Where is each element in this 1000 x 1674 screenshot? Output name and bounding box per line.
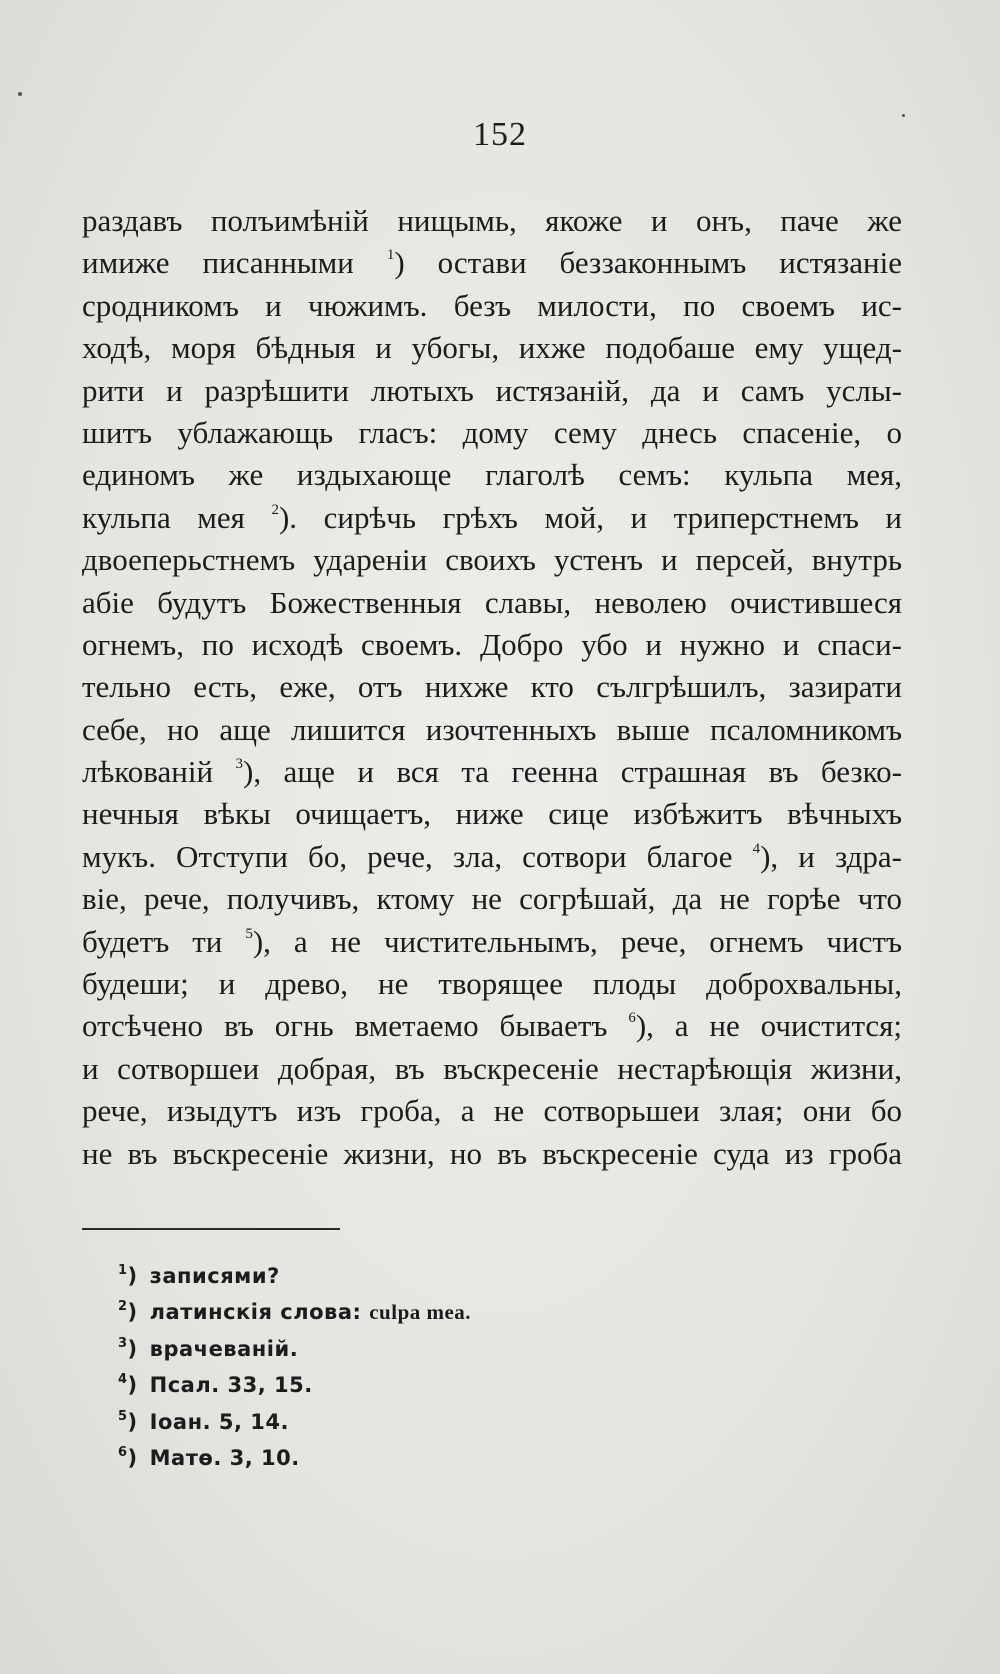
- text-line: [82, 370, 902, 412]
- footnote-number: 4: [118, 1372, 128, 1388]
- footnote-rule: [82, 1228, 340, 1230]
- text-segment: ходѣ, моря бѣдныя и убогы, ихже подобаше ему ущед-: [82, 330, 902, 366]
- paper-speck: [18, 92, 22, 96]
- footnote-text: записями?: [149, 1264, 280, 1288]
- text-segment: шитъ ублажающь гласъ: дому сему днесь спасеніе, о: [82, 414, 902, 450]
- text-segment: единомъ же издыхающе глаголѣ семъ: кульпа мея,: [82, 457, 902, 493]
- footnote-reference: 4: [752, 840, 761, 857]
- text-segment: отсѣчено въ огнь вметаемо бываетъ: [82, 1008, 629, 1044]
- text-segment: ), а не чистительнымъ, рече, огнемъ чистъ: [252, 923, 902, 959]
- text-segment: лѣкованій: [82, 754, 236, 790]
- text-line: [82, 454, 902, 496]
- text-segment: имиже писанными: [82, 245, 387, 281]
- page-number: 152: [473, 116, 527, 153]
- footnote-reference: 3: [235, 756, 244, 773]
- text-segment: кульпа мея: [82, 499, 272, 535]
- text-segment: будетъ ти: [82, 923, 246, 959]
- footnote-number: 1: [118, 1263, 128, 1278]
- text-segment: сродникомъ и чюжимъ. безъ милости, по своемъ ис-: [82, 287, 902, 323]
- text-line: [82, 200, 902, 242]
- footnote-text: врачеваній.: [149, 1336, 299, 1361]
- text-line: [82, 412, 902, 454]
- paper-speck: [902, 114, 905, 117]
- text-line: [82, 327, 902, 369]
- text-segment: ), аще и вся та геенна страшная въ безко-: [243, 754, 902, 790]
- text-line: [82, 1133, 902, 1175]
- text-line: [82, 963, 902, 1005]
- footnote: [118, 1258, 718, 1294]
- text-segment: віе, рече, получивъ, ктому не согрѣшай, да не горѣе что: [82, 881, 902, 917]
- text-line: [82, 709, 902, 751]
- footnote-text: Іоан. 5, 14.: [149, 1409, 289, 1434]
- text-segment: раздавъ полъимѣній нищымь, якоже и онъ, паче же: [82, 203, 902, 238]
- footnotes: [118, 1258, 718, 1476]
- footnote: [118, 1440, 718, 1476]
- text-segment: будеши; и древо, не творящее плоды доброхвальны,: [82, 966, 902, 1002]
- footnote: [118, 1367, 718, 1403]
- text-segment: ). сирѣчь грѣхъ мой, и триперстнемъ и: [278, 499, 902, 535]
- text-segment: мукъ. Отступи бо, рече, зла, сотвори благое: [82, 838, 753, 874]
- text-segment: тельно есть, еже, отъ нихже кто сългрѣшилъ, зазирати: [82, 669, 902, 705]
- footnote-number: 5: [118, 1408, 128, 1424]
- text-segment: ), и здра-: [760, 838, 902, 874]
- footnote-paren: ): [127, 1336, 138, 1361]
- text-line: [82, 1090, 902, 1132]
- text-segment: нечныя вѣкы очищаетъ, ниже сице избѣжитъ вѣчныхъ: [82, 796, 902, 832]
- text-segment: ), а не очистится;: [635, 1008, 902, 1044]
- text-line: [82, 793, 902, 835]
- footnote-text: Псал. 33, 15.: [149, 1373, 313, 1398]
- footnote-reference: 1: [386, 247, 395, 264]
- footnote-paren: ): [127, 1445, 138, 1470]
- footnote-reference: 2: [271, 501, 279, 518]
- footnote-text: латинскія слова:: [149, 1300, 370, 1325]
- footnote-paren: ): [127, 1264, 138, 1288]
- text-line: [82, 539, 902, 581]
- footnote-reference: 6: [628, 1010, 636, 1027]
- text-line: [82, 497, 902, 539]
- text-line: [82, 666, 902, 708]
- text-segment: не въ въскресеніе жизни, но въ въскресеніе суда из гроба: [82, 1135, 902, 1171]
- text-line: [82, 1048, 902, 1090]
- text-segment: ) остави беззаконнымъ истязаніе: [394, 245, 902, 281]
- footnote: [118, 1294, 718, 1330]
- text-line: [82, 285, 902, 327]
- footnote-paren: ): [127, 1300, 138, 1325]
- text-segment: двоеперьстнемъ удареніи своихъ устенъ и персей, внутрь: [82, 542, 902, 578]
- text-line: [82, 751, 902, 793]
- footnote-paren: ): [127, 1409, 138, 1434]
- text-segment: рити и разрѣшити лютыхъ истязаній, да и самъ услы-: [82, 372, 902, 408]
- text-segment: рече, изыдутъ изъ гроба, а не сотворьшеи злая; они бо: [82, 1093, 902, 1129]
- text-segment: абіе будутъ Божественныя славы, неволею очистившеся: [82, 584, 902, 620]
- body-text: [82, 200, 902, 1175]
- footnote: [118, 1404, 718, 1440]
- footnote-text: Матѳ. 3, 10.: [149, 1445, 300, 1470]
- footnote-number: 6: [118, 1444, 128, 1460]
- footnote-reference: 5: [245, 925, 253, 942]
- text-line: [82, 582, 902, 624]
- text-line: [82, 836, 902, 878]
- text-line: [82, 878, 902, 920]
- footnote-latin-text: culpa mea.: [369, 1300, 472, 1325]
- text-line: [82, 242, 902, 284]
- footnote-paren: ): [127, 1373, 138, 1398]
- text-line: [82, 921, 902, 963]
- footnote-number: 3: [118, 1335, 128, 1351]
- text-line: [82, 624, 902, 666]
- text-segment: себе, но аще лишится изочтенныхъ выше псаломникомъ: [82, 711, 902, 747]
- text-segment: огнемъ, по исходѣ своемъ. Добро убо и нужно и спаси-: [82, 626, 902, 662]
- text-segment: и сотворшеи добрая, въ въскресеніе нестарѣющія жизни,: [82, 1050, 902, 1086]
- footnote: [118, 1331, 718, 1367]
- text-line: [82, 1005, 902, 1047]
- footnote-number: 2: [118, 1299, 128, 1315]
